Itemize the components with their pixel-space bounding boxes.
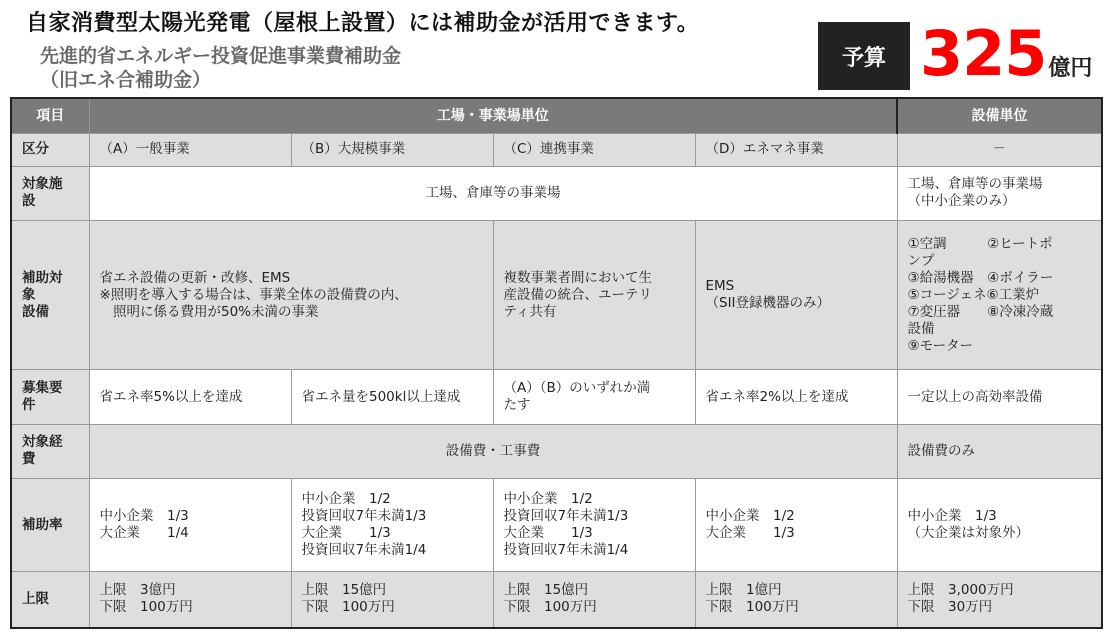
row-label-limit: 上限 (11, 571, 89, 628)
limit-unit: 上限 3,000万円 下限 30万円 (897, 571, 1102, 628)
limit-c: 上限 15億円 下限 100万円 (493, 571, 695, 628)
rate-a: 中小企業 1/3 大企業 1/4 (89, 479, 291, 572)
row-label-equipment: 補助対 象 設備 (11, 221, 89, 370)
equipment-d: EMS （SII登録機器のみ） (695, 221, 897, 370)
requirement-d: 省エネ率2%以上を達成 (695, 370, 897, 424)
table-row (11, 370, 1102, 424)
limit-a: 上限 3億円 下限 100万円 (89, 571, 291, 628)
category-b: （B）大規模事業 (291, 134, 493, 166)
subsidy-table (10, 97, 1103, 629)
requirement-a: 省エネ率5%以上を達成 (89, 370, 291, 424)
cost-factory: 設備費・工事費 (89, 424, 897, 478)
row-label-requirement: 募集要 件 (11, 370, 89, 424)
budget-amount (920, 14, 1092, 94)
page-subtitle (40, 44, 401, 92)
requirement-b: 省エネ量を500kl以上達成 (291, 370, 493, 424)
table-row (11, 221, 1102, 370)
header-factory-unit: 工場・事業場単位 (89, 98, 897, 134)
equipment-ab: 省エネ設備の更新・改修、EMS ※照明を導入する場合は、事業全体の設備費の内、 照明に係る費用が50%未満の事業 (89, 221, 493, 370)
equipment-c: 複数事業者間において生 産設備の統合、ユーテリ ティ共有 (493, 221, 695, 370)
row-label-facility: 対象施 設 (11, 166, 89, 220)
category-a: （A）一般事業 (89, 134, 291, 166)
requirement-unit: 一定以上の高効率設備 (897, 370, 1102, 424)
category-c: （C）連携事業 (493, 134, 695, 166)
row-label-category: 区分 (11, 134, 89, 166)
category-d: （D）エネマネ事業 (695, 134, 897, 166)
budget-number: 325 (920, 17, 1047, 90)
rate-c: 中小企業 1/2 投資回収7年未満1/3 大企業 1/3 投資回収7年未満1/4 (493, 479, 695, 572)
cost-unit: 設備費のみ (897, 424, 1102, 478)
row-label-cost: 対象経 費 (11, 424, 89, 478)
budget-unit: 億円 (1048, 56, 1093, 81)
category-unit: － (897, 134, 1102, 166)
facility-unit: 工場、倉庫等の事業場 （中小企業のみ） (897, 166, 1102, 220)
table-header-row (11, 98, 1102, 134)
rate-d: 中小企業 1/2 大企業 1/3 (695, 479, 897, 572)
subtitle-line-1: 先進的省エネルギー投資促進事業費補助金 (40, 45, 402, 67)
header-equipment-unit: 設備単位 (897, 98, 1102, 134)
header-item: 項目 (11, 98, 89, 134)
rate-unit: 中小企業 1/3 （大企業は対象外） (897, 479, 1102, 572)
facility-factory: 工場、倉庫等の事業場 (89, 166, 897, 220)
subtitle-line-2: （旧エネ合補助金） (40, 69, 212, 91)
equipment-unit: ①空調 ②ヒートポ ンプ ③給湯機器 ④ボイラー ⑤コージェネ⑥工業炉 ⑦変圧器 ⑧冷凍冷蔵 設備 ⑨モーター (897, 221, 1102, 370)
table-row (11, 424, 1102, 478)
rate-b: 中小企業 1/2 投資回収7年未満1/3 大企業 1/3 投資回収7年未満1/4 (291, 479, 493, 572)
limit-d: 上限 1億円 下限 100万円 (695, 571, 897, 628)
budget-label: 予算 (818, 22, 910, 90)
table-row (11, 571, 1102, 628)
page-title: 自家消費型太陽光発電（屋根上設置）には補助金が活用できます。 (26, 11, 700, 36)
table-row (11, 166, 1102, 220)
limit-b: 上限 15億円 下限 100万円 (291, 571, 493, 628)
table-row (11, 134, 1102, 166)
requirement-c: （A）（B）のいずれか満 たす (493, 370, 695, 424)
table-row (11, 479, 1102, 572)
row-label-rate: 補助率 (11, 479, 89, 572)
